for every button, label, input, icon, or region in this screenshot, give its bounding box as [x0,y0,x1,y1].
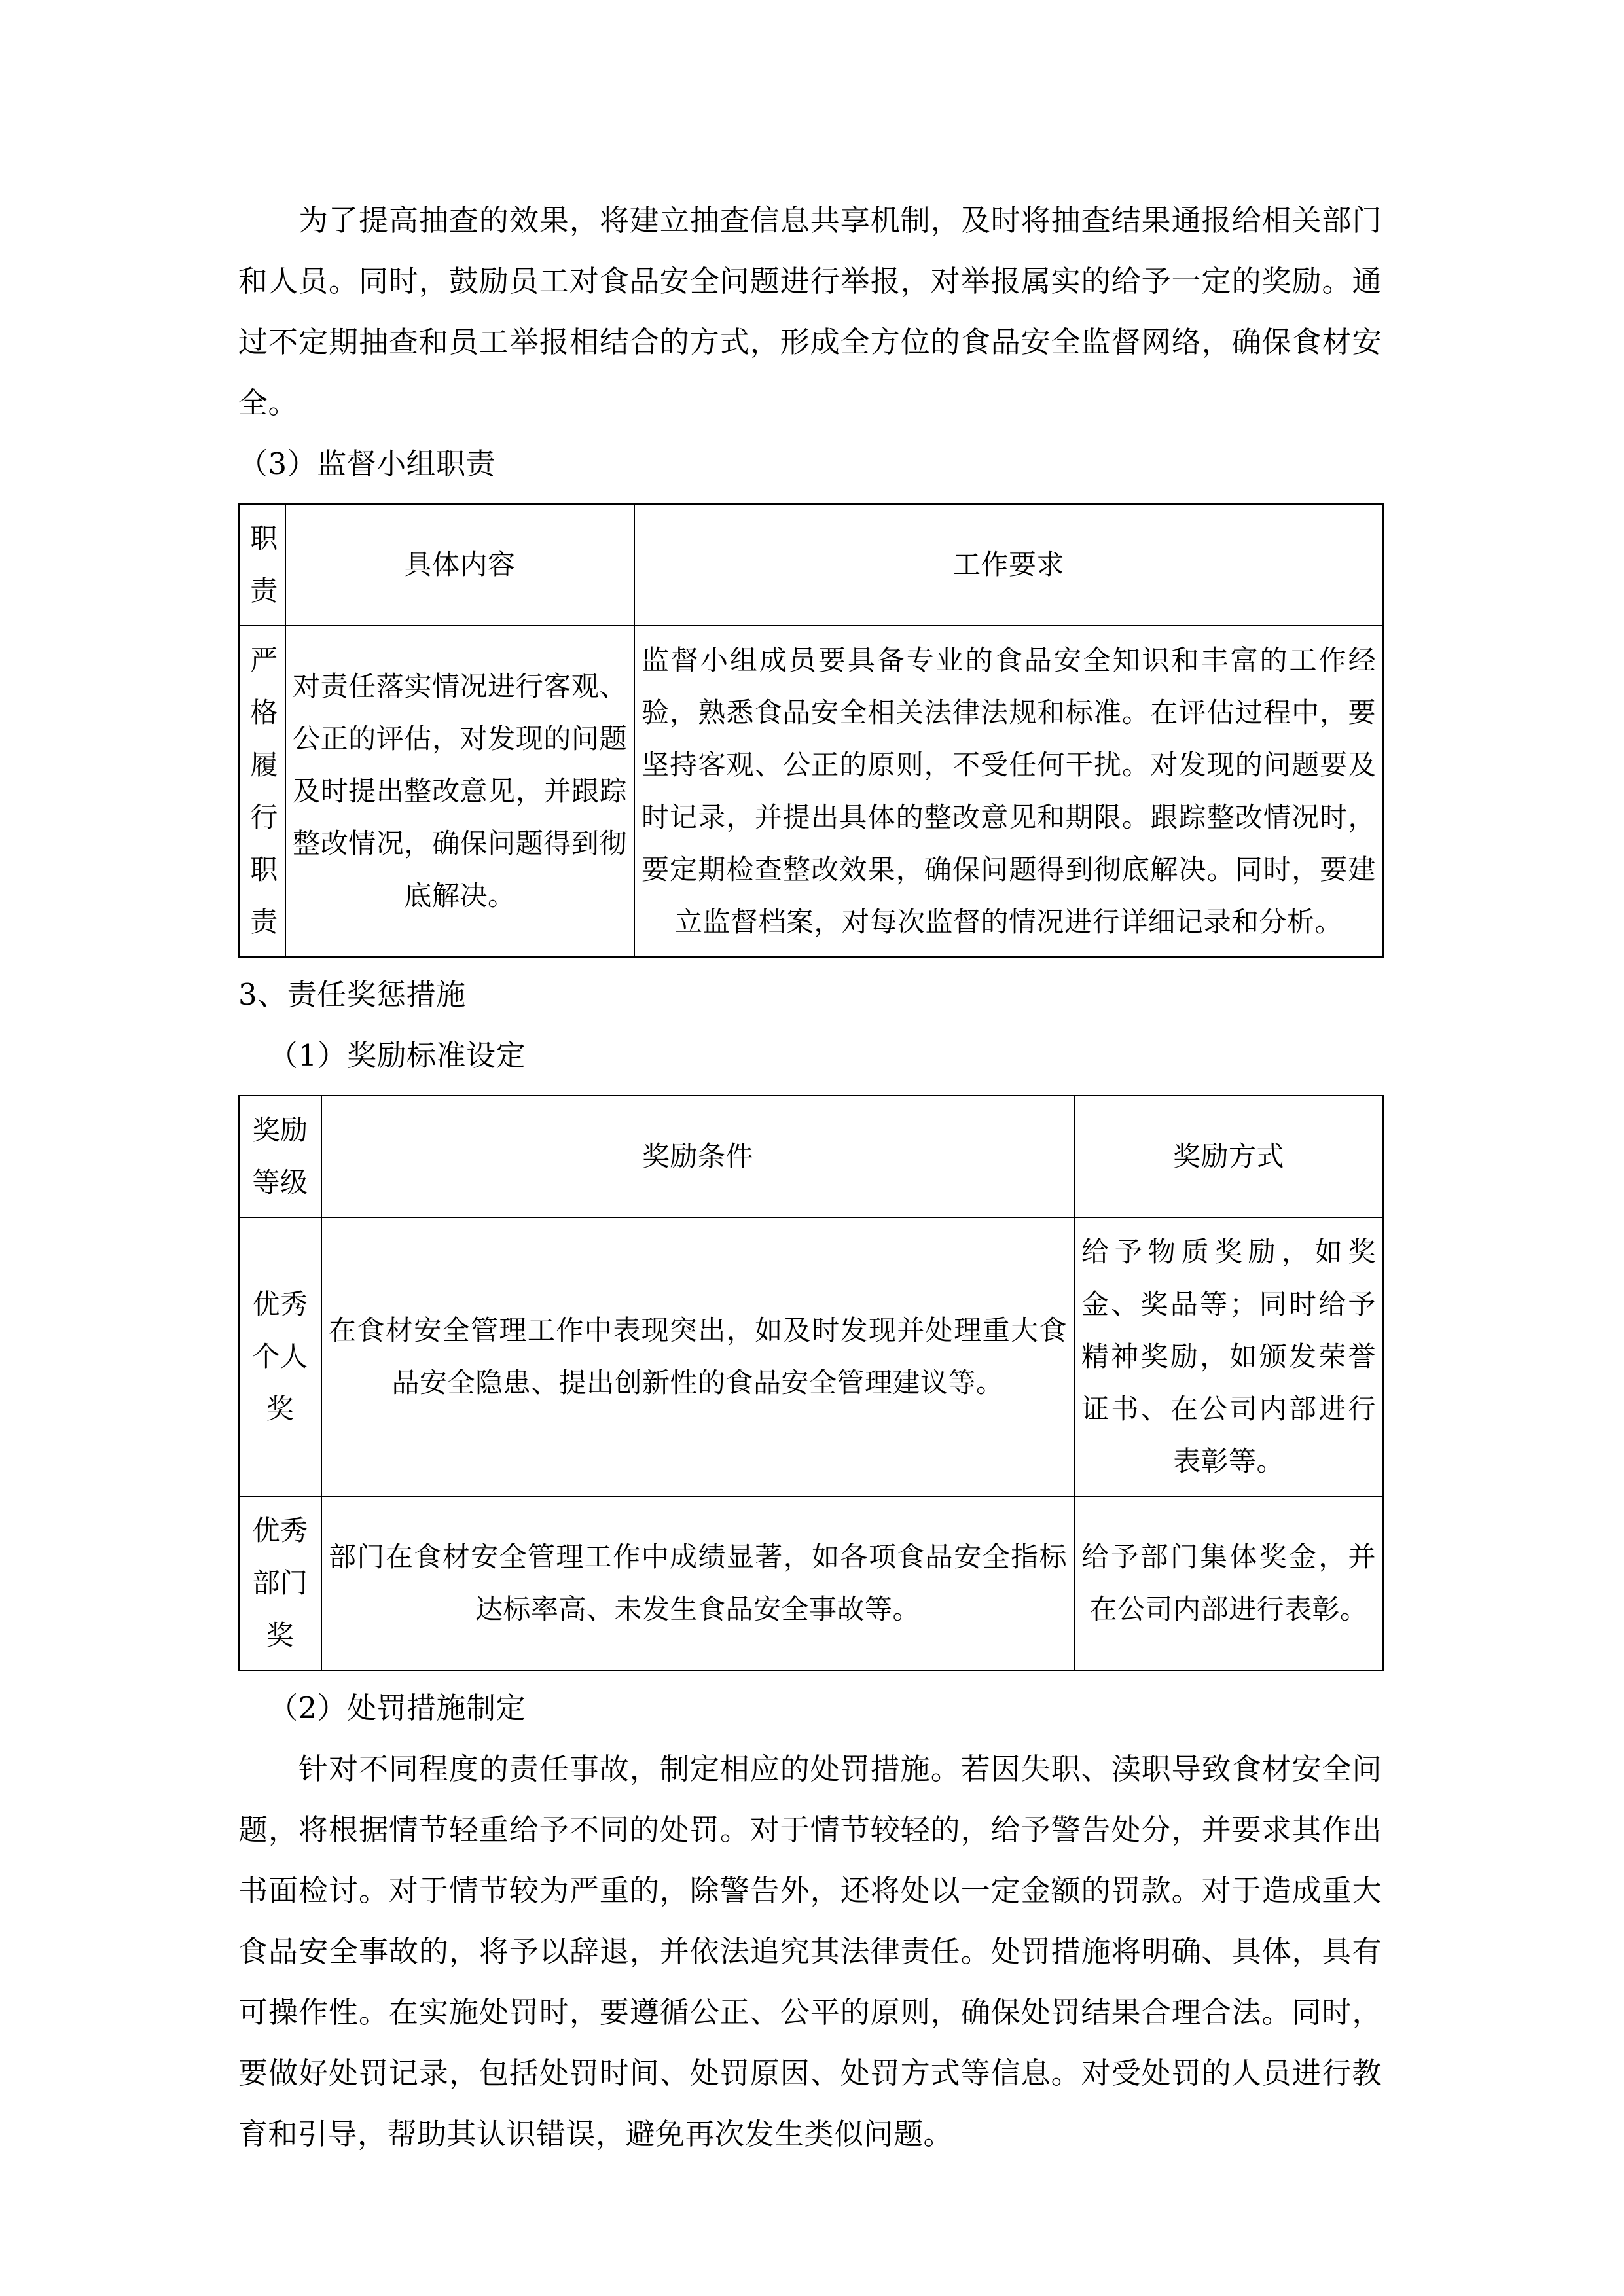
table-row [239,626,1383,957]
table-cell-method: 给予物质奖励，如奖金、奖品等；同时给予精神奖励，如颁发荣誉证书、在公司内部进行表彰等。 [1074,1217,1383,1496]
heading-section-three: 3、责任奖惩措施 [238,977,466,1012]
table-cell-method: 给予部门集体奖金，并在公司内部进行表彰。 [1074,1496,1383,1670]
table-header-duty-text: 职责 [250,522,278,607]
table-cell-requirement: 监督小组成员要具备专业的食品安全知识和丰富的工作经验，熟悉食品安全相关法律法规和标准。在评估过程中，要坚持客观、公正的原则，不受任何干扰。对发现的问题要及时记录，并提出具体的整改意见和期限。跟踪整改情况时，要定期检查整改效果，确保问题得到彻底解决。同时，要建立监督档案，对每次监督的情况进行详细记录和分析。 [634,626,1383,957]
table-cell-condition: 部门在食材安全管理工作中成绩显著，如各项食品安全指标达标率高、未发生食品安全事故等。 [321,1496,1074,1670]
table-cell-level [239,1496,321,1670]
table-header-row [239,1096,1383,1217]
table-cell-content: 对责任落实情况进行客观、公正的评估，对发现的问题及时提出整改意见，并跟踪整改情况，确保问题得到彻底解决。 [285,626,634,957]
table-header-row [239,504,1383,626]
table-header-level-text: 奖励等级 [252,1114,308,1198]
table-row [239,1496,1383,1670]
table-header-cell-requirement: 工作要求 [634,504,1383,626]
heading-reward-standard: （1）奖励标准设定 [268,1038,526,1073]
table-header-cell-content: 具体内容 [285,504,634,626]
table-header-cell-method: 奖励方式 [1074,1096,1383,1217]
table-cell-duty-text: 严格履行职责 [250,644,278,938]
table-row [239,1217,1383,1496]
heading-supervision-duties: （3）监督小组职责 [238,446,496,481]
table-header-cell-duty [239,504,285,626]
paragraph-penalty: 针对不同程度的责任事故，制定相应的处罚措施。若因失职、渎职导致食材安全问题，将根据情节轻重给予不同的处罚。对于情节较轻的，给予警告处分，并要求其作出书面检讨。对于情节较为严重的，除警告外，还将处以一定金额的罚款。对于造成重大食品安全事故的，将予以辞退，并依法追究其法律责任。处罚措施将明确、具体，具有可操作性。在实施处罚时，要遵循公正、公平的原则，确保处罚结果合理合法。同时，要做好处罚记录，包括处罚时间、处罚原因、处罚方式等信息。对受处罚的人员进行教育和引导，帮助其认识错误，避免再次发生类似问题。 [238,1751,1382,2151]
heading-penalty-measures: （2）处罚措施制定 [268,1691,526,1725]
table-cell-level-text: 优秀部门奖 [252,1515,308,1651]
table-cell-level [239,1217,321,1496]
table-reward-standards [238,1095,1384,1671]
table-cell-condition: 在食材安全管理工作中表现突出，如及时发现并处理重大食品安全隐患、提出创新性的食品安全管理建议等。 [321,1217,1074,1496]
table-cell-duty [239,626,285,957]
table-cell-level-text: 优秀个人奖 [252,1288,308,1425]
table-header-cell-level [239,1096,321,1217]
table-header-cell-condition: 奖励条件 [321,1096,1074,1217]
paragraph-intro: 为了提高抽查的效果，将建立抽查信息共享机制，及时将抽查结果通报给相关部门和人员。同时，鼓励员工对食品安全问题进行举报，对举报属实的给予一定的奖励。通过不定期抽查和员工举报相结合的方式，形成全方位的食品安全监督网络，确保食材安全。 [238,203,1382,420]
table-supervision-duties [238,503,1384,958]
